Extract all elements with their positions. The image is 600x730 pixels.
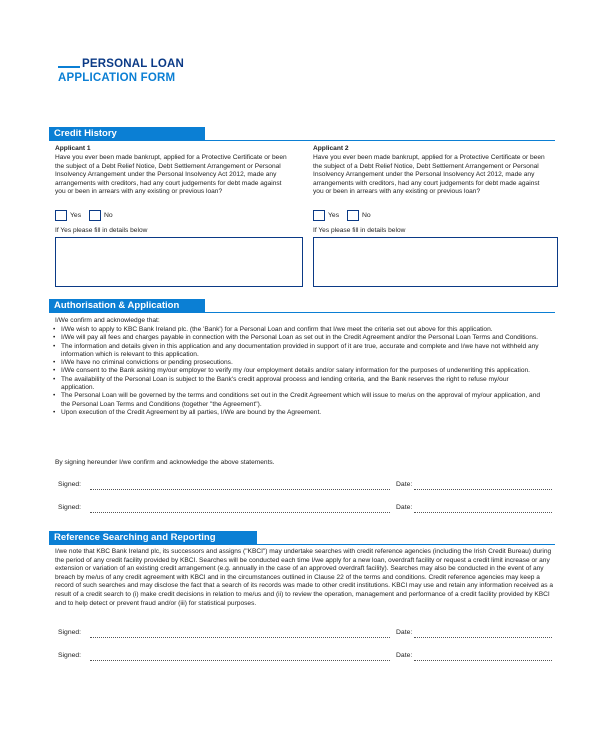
list-item: • I/We will pay all fees and charges payable in connection with the Personal Loan as set out in the Credit Agreement and/or the Personal Loan Terms and Conditions. — [52, 334, 542, 342]
signed-label: Signed: — [58, 504, 82, 511]
applicant2-details-label: If Yes please fill in details below — [313, 227, 406, 234]
applicant1-yes-checkbox[interactable] — [55, 210, 67, 221]
list-item: • The Personal Loan will be governed by the terms and conditions set out in the Credit Agreement which will issue to me/us on the approval of my/our application, and the Personal Loan Terms and Conditions (together "the Agreement"). — [52, 392, 542, 409]
applicant1-yes-label: Yes — [70, 212, 82, 219]
date-label: Date: — [396, 481, 413, 488]
applicant1-no-checkbox[interactable] — [89, 210, 101, 221]
applicant1-details-label: If Yes please fill in details below — [55, 227, 148, 234]
reference-signature-row-1 — [58, 629, 554, 639]
signed-label: Signed: — [58, 629, 82, 636]
date-field[interactable] — [414, 660, 552, 661]
reference-body: I/we note that KBC Bank Ireland plc, its successors and assigns ("KBCI") may undertake searches with credit reference agencies (including the Irish Credit Bureau) during the period of any credit facility provided by KBCI. Searches will be conducted each time I/we apply for a new loan, overdraft facility or request a credit limit increase or any extension or variation of an existing credit arrangement (e.g. annually in the case of an approved overdraft facility). Searches may also be conducted in the event of any breach by me/us of any credit agreement with KBCI and in the circumstances outlined in Clause 22 of the terms and conditions. Credit reference agencies may keep a record of such searches and may disclose the fact that a search of its records was made to other credit institutions. KBCI may use and retain any information received as a result of a credit search to (i) make credit decisions in relation to me/us and (ii) to review the operation, management and performance of a credit facility provided by KBCI and to help detect or prevent fraud and/or (iii) for statistical purposes. — [55, 548, 554, 607]
authorisation-signature-row-1 — [58, 481, 554, 491]
date-label: Date: — [396, 652, 413, 659]
signed-label: Signed: — [58, 481, 82, 488]
date-label: Date: — [396, 504, 413, 511]
authorisation-closing: By signing hereunder I/we confirm and acknowledge the above statements. — [55, 459, 275, 466]
section-rule — [49, 312, 555, 313]
form-title-line2: APPLICATION FORM — [58, 72, 176, 84]
applicant2-no-label: No — [362, 212, 371, 219]
signed-label: Signed: — [58, 652, 82, 659]
date-field[interactable] — [414, 512, 552, 513]
applicant1-details-field[interactable] — [55, 237, 303, 287]
date-field[interactable] — [414, 637, 552, 638]
list-item: • Upon execution of the Credit Agreement by all parties, I/We are bound by the Agreement. — [52, 409, 542, 417]
section-reference-title: Reference Searching and Reporting — [49, 531, 257, 544]
section-credit-history-title: Credit History — [49, 127, 205, 140]
applicant2-label: Applicant 2 — [313, 145, 349, 152]
signature-field[interactable] — [90, 637, 390, 638]
reference-signature-row-2 — [58, 652, 554, 662]
authorisation-intro: I/We confirm and acknowledge that: — [55, 317, 160, 324]
applicant2-details-field[interactable] — [313, 237, 558, 287]
header-dash — [58, 66, 80, 68]
list-item: • I/We have no criminal convictions or pending prosecutions. — [52, 359, 542, 367]
applicant1-question: Have you ever been made bankrupt, applied for a Protective Certificate or been the subject of a Debt Relief Notice, Debt Settlement Arrangement or Personal Insolvency Arrangement under the Personal Insolvency Act 2012, made any arrangements with creditors, had any court judgements for debt made against you or been in arrears with any existing or previous loan? — [55, 154, 287, 196]
signature-field[interactable] — [90, 512, 390, 513]
section-rule — [49, 140, 555, 141]
applicant1-label: Applicant 1 — [55, 145, 91, 152]
list-item: • The availability of the Personal Loan is subject to the Bank's credit approval process and lending criteria, and the Bank reserves the right to refuse my/our application. — [52, 376, 542, 393]
applicant2-yes-label: Yes — [328, 212, 340, 219]
applicant1-no-label: No — [104, 212, 113, 219]
list-item: • I/We wish to apply to KBC Bank Ireland plc. (the 'Bank') for a Personal Loan and confirm that I/we meet the criteria set out above for this application. — [52, 326, 542, 334]
signature-field[interactable] — [90, 660, 390, 661]
date-field[interactable] — [414, 489, 552, 490]
date-label: Date: — [396, 629, 413, 636]
signature-field[interactable] — [90, 489, 390, 490]
applicant2-yes-checkbox[interactable] — [313, 210, 325, 221]
section-rule — [49, 544, 555, 545]
list-item: • The information and details given in this application and any documentation provided in support of it are true, accurate and complete and I/we have not withheld any information which is relevant to this application. — [52, 343, 542, 360]
applicant2-question: Have you ever been made bankrupt, applied for a Protective Certificate or been the subject of a Debt Relief Notice, Debt Settlement Arrangement or Personal Insolvency Arrangement under the Personal Insolvency Act 2012, made any arrangements with creditors, had any court judgements for debt made against you or been in arrears with any existing or previous loan? — [313, 154, 545, 196]
authorisation-list — [52, 326, 542, 417]
authorisation-signature-row-2 — [58, 504, 554, 514]
list-item: • I/We consent to the Bank asking my/our employer to verify my /our employment details and/or salary information for the purposes of underwriting this application. — [52, 367, 542, 375]
applicant2-no-checkbox[interactable] — [347, 210, 359, 221]
section-authorisation-title: Authorisation & Application — [49, 299, 205, 312]
form-title-line1: PERSONAL LOAN — [82, 58, 185, 70]
